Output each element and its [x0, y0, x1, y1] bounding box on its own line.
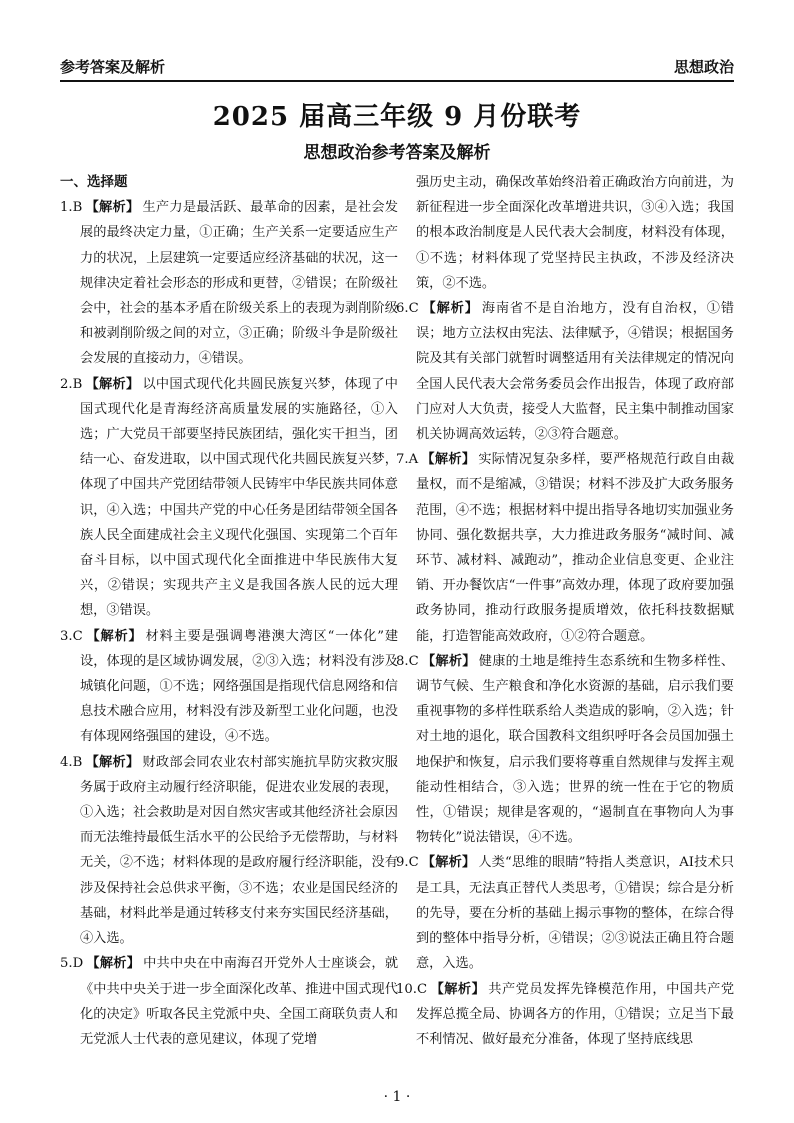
left-column — [60, 170, 398, 1052]
item-text: 实际情况复杂多样，要严格规范行政自由裁量权，而不是缩减，③错误；材料不涉及扩大政务服务范围，④不选；根据材料中提出指导各地切实加强业务协同、强化数据共享，大力推进政务服务“减时间、减环节、减材料、减跑动”，推动企业信息变更、企业注销、开办餐饮店“一件事”高效办理，体现了政府要加强政务协同，推动行政服务提质增效，依托科技数据赋能，打造智能高效政府，①②符合题意。 — [416, 452, 735, 644]
item-text: 生产力是最活跃、最革命的因素，是社会发展的最终决定力量，①正确；生产关系一定要适应生产力的状况，上层建筑一定要适应经济基础的状况，这一规律决定着社会形态的形成和更替，②错误；在阶级社会中，社会的基本矛盾在阶级关系上的表现为剥削阶级和被剥削阶级之间的对立，③正确；阶级斗争是阶级社会发展的直接动力，④错误。 — [80, 200, 398, 367]
item-text: 海南省不是自治地方，没有自治权，①错误；地方立法权由宪法、法律赋予，④错误；根据国务院及其有关部门就暂时调整适用有关法律规定的情况向全国人民代表大会常务委员会作出报告，体现了政府部门应对人大负责，接受人大监督，民主集中制推动国家机关协调高效运转，②③符合题意。 — [416, 301, 735, 443]
item-answer: C — [408, 301, 419, 317]
item-text: 以中国式现代化共圆民族复兴梦，体现了中国式现代化是青海经济高质量发展的实施路径，①入选；广大党员干部要坚持民族团结，强化实干担当，团结一心、奋发进取，以中国式现代化共圆民族复兴梦，体现了中国共产党团结带领人民铸牢中华民族共同体意识，④入选；中国共产党的中心任务是团结带领全国各族人民全面建成社会主义现代化强国、实现第二个百年奋斗目标，以中国式现代化全面推进中华民族伟大复兴，②错误；实现共产主义是我国各族人民的远大理想，③错误。 — [80, 376, 398, 619]
item-answer: C — [416, 981, 428, 997]
header-left-text: 参考答案及解析 — [60, 58, 166, 76]
item-answer: B — [72, 754, 83, 770]
answer-item — [396, 850, 734, 976]
item-text: 材料主要是强调粤港澳大湾区“一体化”建设，体现的是区域协调发展，②③入选；材料没有涉及城镇化问题，①不选；网络强国是指现代信息网络和信息技术融合应用，材料没有涉及新型工业化问题，也没有体现网络强国的建设，④不选。 — [80, 628, 399, 745]
item-tag: 【解析】 — [85, 200, 140, 216]
item-continuation: 强历史主动，确保改革始终沿着正确政治方向前进，为新征程进一步全面深化改革增进共识，③④入选；我国的根本政治制度是人民代表大会制度，材料没有体现，①不选；材料体现了党坚持民主执政，不涉及经济决策，②不选。 — [416, 175, 734, 291]
answer-item — [60, 195, 398, 371]
item-tag: 【解析】 — [421, 301, 479, 317]
item-answer: B — [72, 376, 83, 392]
page-title: 2025 届高三年级 9 月份联考 — [212, 102, 582, 132]
item-number: 2. — [60, 376, 73, 392]
header-subject: 思想政治 — [673, 58, 734, 76]
item-tag: 【解析】 — [86, 956, 141, 972]
answer-item — [396, 649, 734, 851]
item-tag: 【解析】 — [421, 653, 476, 669]
item-text: 健康的土地是维持生态系统和生物多样性、调节气候、生产粮食和净化水资源的基础，启示我们要重视事物的多样性联系给人类造成的影响，②入选；针对土地的退化，联合国教科文组织呼吁各会员国加强土地保护和恢复，启示我们要将尊重自然规律与发挥主观能动性相结合，③入选；世界的统一性在于它的物质性，①错误；规律是客观的，“遏制直在事物向人为事物转化”说法错误，④不选。 — [416, 653, 735, 846]
answer-item — [60, 372, 398, 624]
item-text: 财政部会同农业农村部实施抗旱防灾救灾服务属于政府主动履行经济职能，促进农业发展的表现，①入选；社会救助是对因自然灾害或其他经济社会原因而无法维持最低生活水平的公民给予无偿帮助，与材料无关，②不选；材料体现的是政府履行经济职能，没有涉及保持社会总供求平衡，③不选；农业是国民经济的基础，材料此举是通过转移支付来夯实国民经济基础，④入选。 — [80, 754, 398, 947]
page-subtitle: 思想政治参考答案及解析 — [303, 143, 491, 163]
item-number: 9. — [396, 855, 409, 871]
item-number: 1. — [60, 200, 73, 216]
item-answer: C — [408, 855, 419, 871]
page-header — [60, 50, 734, 82]
answer-item — [60, 750, 398, 952]
item-number: 7. — [396, 452, 409, 468]
item-tag: 【解析】 — [421, 452, 476, 468]
item-answer: C — [72, 628, 83, 644]
page-number: · 1 · — [383, 1089, 411, 1105]
section-title: 一、选择题 — [60, 174, 128, 190]
item-number: 10. — [396, 981, 417, 997]
item-answer: A — [408, 452, 419, 468]
item-number: 4. — [60, 754, 73, 770]
item-tag: 【解析】 — [430, 981, 486, 997]
item-number: 3. — [60, 628, 73, 644]
item-text: 人类“思维的眼睛”特指人类意识，AI技术只是工具，无法真正替代人类思考，①错误；综合是分析的先导，要在分析的基础上揭示事物的整体，在综合得到的整体中指导分析，④错误；②③说法正确且符合题意，入选。 — [416, 855, 735, 972]
item-answer: D — [72, 956, 84, 972]
item-tag: 【解析】 — [85, 754, 140, 770]
item-answer: B — [72, 200, 83, 216]
item-tag: 【解析】 — [421, 855, 476, 871]
answer-item — [396, 296, 734, 447]
answer-item — [396, 447, 734, 649]
item-tag: 【解析】 — [85, 376, 140, 392]
right-column — [396, 170, 734, 1052]
item-number: 8. — [396, 653, 409, 669]
answer-item — [60, 624, 398, 750]
item-tag: 【解析】 — [85, 628, 143, 644]
item-answer: C — [408, 653, 419, 669]
answer-item — [396, 977, 734, 1053]
item-text: 共产党员发挥先锋模范作用，中国共产党发挥总揽全局、协调各方的作用，①错误；立足当下最不利情况、做好最充分准备，体现了坚持底线思 — [416, 981, 735, 1047]
item-number: 5. — [60, 956, 73, 972]
answer-item — [60, 951, 398, 1052]
item-number: 6. — [396, 301, 409, 317]
item-text: 中共中央在中南海召开党外人士座谈会，就《中共中央关于进一步全面深化改革、推进中国式现代化的决定》听取各民主党派中央、全国工商联负责人和无党派人士代表的意见建议，体现了党增 — [80, 956, 399, 1047]
